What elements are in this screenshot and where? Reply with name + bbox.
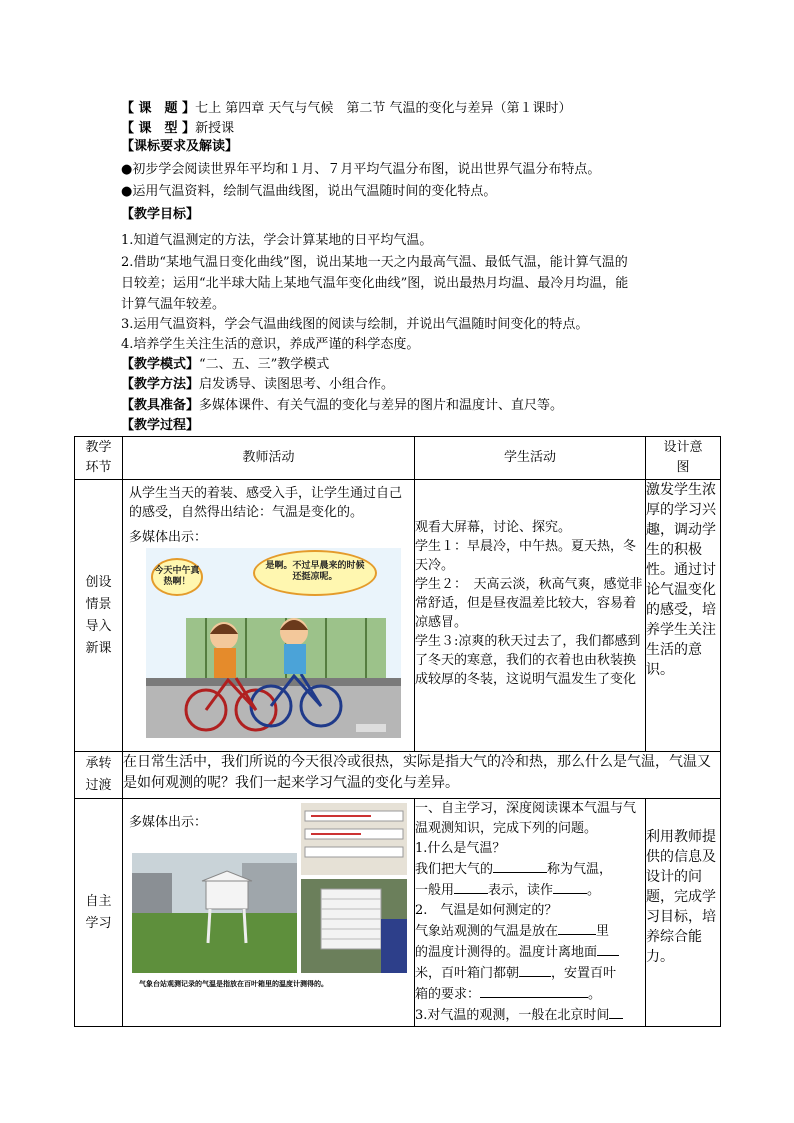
thermometer-photo [301,803,407,875]
speech-bubble-left: 今天中午真热啊！ [151,558,203,596]
goal-item: 4.培养学生关注生活的意识，养成严谨的科学态度。 [121,337,420,352]
header-stage: 教学环节 [75,437,123,480]
text: 的温度计测得的。温度计离地面 [415,945,598,960]
student-line: 学生１：早晨冷，中午热。夏天热，冬天冷。 [415,539,637,573]
teacher-cell [123,799,415,1027]
blank-field[interactable] [609,1005,623,1019]
type-value: 新授课 [195,121,235,136]
mode-value: “二、五、三”教学模式 [199,357,330,372]
tools-line [121,396,563,415]
mode-label: 【教学模式】 [121,357,200,372]
table-header-row [75,437,721,480]
type-label: 【 课 型 】 [121,121,196,136]
question-1b [415,880,645,901]
topic-label: 【 课 题 】 [121,101,196,116]
table-row [75,752,721,799]
goal-item: 日较差；运用“北半球大陆上某地气温年变化曲线”图，说出最热月均温、最冷月均温，能 [121,276,629,291]
louver-box-photo [301,879,407,973]
goal-item: 计算气温年较差。 [121,297,226,312]
text: 。 [587,883,601,898]
question-2b [415,942,645,963]
text: 里 [596,924,610,939]
question-2c [415,963,645,984]
text: ，安置百叶 [551,966,617,981]
teacher-cell [123,480,415,752]
blank-field[interactable] [480,984,588,998]
method-label: 【教学方法】 [121,377,200,392]
teacher-media-label: 多媒体出示： [129,530,208,545]
student-cell [415,480,646,752]
weather-station-photo [132,853,297,973]
table-row [75,480,721,752]
blank-field[interactable] [597,942,619,956]
goal-item: 3.运用气温资料，学会气温曲线图的阅读与绘制，并说出气温随时间变化的特点。 [121,317,589,332]
question-2: 2. 气温是如何测定的？ [415,903,558,918]
tools-value: 多媒体课件、有关气温的变化与差异的图片和温度计、直尺等。 [199,398,564,413]
teacher-text: 从学生当天的着装、感受入手，让学生通过自己的感受，自然得出结论：气温是变化的。 [129,486,403,520]
stage-cell: 创设情景导入新课 [75,480,123,752]
text: 我们把大气的 [415,862,494,877]
text: 一般用 [415,883,455,898]
text: 米，百叶箱门都朝 [415,966,520,981]
blank-field[interactable] [454,880,488,894]
question-3 [415,1005,645,1026]
process-table [74,436,721,1027]
transition-cell: 在日常生活中，我们所说的今天很冷或很热，实际是指大气的冷和热，那么什么是气温，气温又是如何观测的呢？我们一起来学习气温的变化与差异。 [123,752,721,799]
standards-heading: 【课标要求及解读】 [121,139,239,154]
question-2a [415,921,645,942]
table-row [75,799,721,1027]
stage-cell: 自主学习 [75,799,123,1027]
intent-cell: 利用教师提供的信息及设计的问题，完成学习目标，培养综合能力。 [646,799,721,1027]
type-line [121,119,234,138]
process-heading: 【教学过程】 [121,418,200,433]
student-line: 学生３:凉爽的秋天过去了，我们都感到了冬天的寒意，我们的衣着也由秋装换成较厚的冬装，这说明气温发生了变化 [415,634,641,687]
header-intent: 设计意图 [646,437,721,480]
student-line: 观看大屏幕，讨论、探究。 [415,520,572,535]
text: 称为气温， [547,862,613,877]
question-2d [415,984,645,1005]
goal-item: 2.借助“某地气温日变化曲线”图，说出某地一天之内最高气温、最低气温，能计算气温的 [121,255,628,270]
question-1: 1.什么是气温？ [415,841,506,856]
standard-item: ●运用气温资料，绘制气温曲线图，说出气温随时间的变化特点。 [121,184,497,199]
text: 箱的要求： [415,987,481,1002]
blank-field[interactable] [558,921,596,935]
header-teacher: 教师活动 [123,437,415,480]
tools-label: 【教具准备】 [121,398,200,413]
mode-line [121,355,329,374]
standard-item: ●初步学会阅读世界年平均和１月、７月平均气温分布图，说出世界气温分布特点。 [121,162,601,177]
text: 气象站观测的气温是放在 [415,924,559,939]
topic-value: 七上 第四章 天气与气候 第二节 气温的变化与差异（第１课时） [195,101,572,116]
topic-line [121,99,571,118]
text: 表示，读作 [488,883,554,898]
header-student: 学生活动 [415,437,646,480]
student-cell [415,799,646,1027]
speech-bubble-right: 是啊。不过早晨来的时候还挺凉呢。 [253,550,377,596]
blank-field[interactable] [519,963,551,977]
intent-cell: 激发学生浓厚的学习兴趣，调动学生的积极性。通过讨论气温变化的感受，培养学生关注生活的意识。 [646,480,721,752]
goals-heading: 【教学目标】 [121,207,200,222]
self-study-intro: 一、自主学习，深度阅读课本气温与气温观测知识，完成下列的问题。 [415,801,637,836]
stage-cell: 承转过渡 [75,752,123,799]
method-value: 启发诱导、读图思考、小组合作。 [199,377,395,392]
blank-field[interactable] [553,880,587,894]
goal-item: 1.知道气温测定的方法，学会计算某地的日平均气温。 [121,233,433,248]
question-1a [415,859,645,880]
photo-caption: 气象台站观测记录的气温是指放在百叶箱里的温度计测得的。 [139,979,328,988]
blank-field[interactable] [493,859,547,873]
teacher-media-label: 多媒体出示： [129,815,208,830]
text: 3.对气温的观测，一般在北京时间 [415,1008,610,1023]
method-line [121,375,394,394]
text: 。 [588,987,602,1002]
student-line: 学生２： 天高云淡，秋高气爽，感觉非常舒适，但是昼夜温差比较大，容易着凉感冒。 [415,577,643,630]
